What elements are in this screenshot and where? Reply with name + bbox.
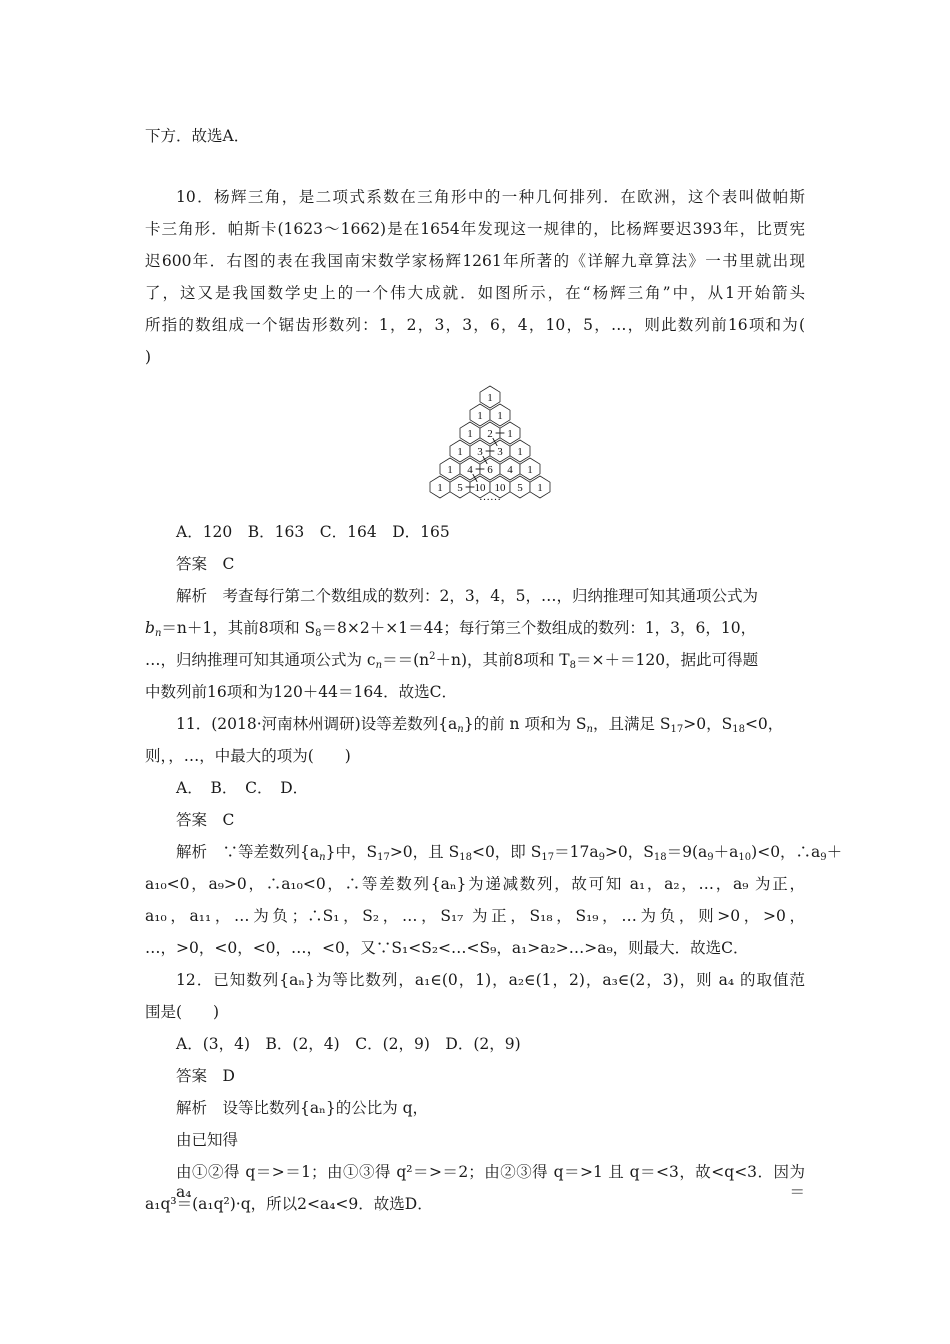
math-sub: 8: [569, 660, 577, 671]
hex-value: 4: [507, 464, 513, 476]
hex-value: 5: [517, 482, 523, 494]
math-sub: 9: [820, 852, 827, 863]
q10-options: A．120 B．163 C．164 D．165: [176, 523, 450, 541]
q10-stem-line-6: ): [145, 348, 152, 366]
hex-value: 1: [517, 446, 523, 458]
q10-stem-line-1: 10．杨辉三角，是二项式系数在三角形中的一种几何排列．在欧洲，这个表叫做帕斯: [176, 188, 805, 206]
q12-analysis-line-2: 由已知得: [176, 1131, 239, 1149]
analysis-text: )<0，∴a: [751, 843, 821, 861]
analysis-text: ＝n＋1，其前8项和 S: [161, 619, 316, 637]
hex-value: 1: [497, 410, 503, 422]
analysis-text: ＋n)，其前8项和 T: [435, 651, 570, 669]
q11-options: A． B． C． D．: [176, 779, 309, 797]
answer-label: 答案: [176, 811, 208, 829]
answer-value: C: [222, 555, 235, 573]
hex-value: 1: [467, 428, 473, 440]
q10-stem-line-5: 所指的数组成一个锯齿形数列：1，2，3，3，6，4，10，5，…，则此数列前16项和为(: [145, 316, 805, 334]
analysis-text: 设等比数列{aₙ}的公比为 q，: [222, 1099, 429, 1117]
math-sub: 18: [459, 852, 472, 863]
math-sub: 10: [738, 852, 752, 863]
analysis-text: ＝8×2＋×1＝44；每行第三个数组成的数列：1，3，6，10，: [321, 619, 757, 637]
stem-text: ，且满足 S: [592, 715, 671, 733]
hex-value: 10: [474, 482, 486, 494]
hex-value: 1: [447, 464, 453, 476]
hex-value: 1: [437, 482, 443, 494]
math-sub: n: [319, 852, 326, 863]
analysis-text: >0，S: [604, 843, 654, 861]
q11-answer: [176, 810, 234, 830]
math-sub: 17: [377, 852, 390, 863]
math-sub: 17: [670, 724, 684, 735]
q12-answer: [176, 1066, 235, 1086]
q11-analysis-line-2: a₁₀<0，a₉>0，∴a₁₀<0，∴等差数列{aₙ}为递减数列，故可知 a₁，a₂，…，a₉ 为正，: [145, 875, 805, 893]
analysis-text: ＝17a: [554, 843, 599, 861]
q10-analysis-line-2: [145, 618, 756, 638]
math-sup: 2: [429, 651, 436, 662]
stem-text: >0，S: [683, 715, 733, 733]
hex-value: 5: [457, 482, 463, 494]
math-sub: 8: [315, 628, 322, 639]
analysis-text: ＝9(a: [666, 843, 708, 861]
q12-analysis-line-1: [176, 1098, 428, 1118]
stem-text: }的前 n 项和为 S: [463, 715, 587, 733]
hex-value: 4: [467, 464, 473, 476]
q10-stem-line-2: 卡三角形．帕斯卡(1623～1662)是在1654年发现这一规律的，比杨辉要迟393年，比贾宪: [145, 220, 805, 238]
hex-value: 1: [487, 392, 493, 404]
hex-value: 3: [477, 446, 483, 458]
math-sub: 18: [653, 852, 667, 863]
analysis-text: <0，即 S: [471, 843, 542, 861]
q11-analysis-line-3: a₁₀，a₁₁，…为负；∴S₁，S₂，…，S₁₇ 为正，S₁₈，S₁₉，…为负，则>0，>0，: [145, 907, 805, 925]
analysis-text: 考查每行第二个数组成的数列：2，3，4，5，…，归纳推理可知其通项公式为: [222, 587, 758, 605]
math-sub: n: [154, 628, 162, 639]
analysis-text: ＋a: [713, 843, 739, 861]
q11-stem-line-1: [176, 714, 783, 734]
q10-analysis-line-1: [176, 586, 758, 606]
hex-value: 3: [497, 446, 503, 458]
answer-value: D: [222, 1067, 235, 1085]
stem-text: <0，: [744, 715, 784, 733]
q12-analysis-line-3: 由①②得 q＝>＝1；由①③得 q²＝>＝2；由②③得 q＝>1 且 q＝<3，故<q<3．因为 a₄＝: [176, 1163, 805, 1201]
analysis-text: }中，S: [325, 843, 378, 861]
hex-value: 1: [477, 410, 483, 422]
hex-value: 1: [507, 428, 513, 440]
q10-analysis-line-4: 中数列前16项和为120＋44＝164．故选C．: [145, 683, 457, 701]
q12-analysis-line-4: a₁q³＝(a₁q²)·q，所以2<a₄<9．故选D．: [145, 1195, 433, 1213]
hex-value: 1: [527, 464, 533, 476]
answer-label: 答案: [176, 555, 208, 573]
hex-value: 1: [537, 482, 543, 494]
math-sub: n: [375, 660, 383, 671]
yang-hui-triangle-figure: [420, 383, 560, 503]
q10-answer: [176, 554, 234, 574]
math-sub: 18: [732, 724, 745, 735]
math-sub: n: [457, 724, 464, 735]
analysis-label: 解析: [176, 587, 208, 605]
analysis-text: >0，且 S: [389, 843, 460, 861]
q11-stem-line-2: 则，，…，中最大的项为( ): [145, 747, 351, 765]
answer-label: 答案: [176, 1067, 208, 1085]
analysis-text: ＝＝(n: [382, 651, 430, 669]
q12-options: A．(3，4) B．(2，4) C．(2，9) D．(2，9): [176, 1035, 521, 1053]
hex-value: 6: [487, 464, 493, 476]
analysis-text: ＝×＋＝120，据此可得题: [576, 651, 759, 669]
analysis-label: 解析: [176, 1099, 208, 1117]
stem-text: 11．(2018·河南林州调研)设等差数列{a: [176, 715, 458, 733]
q12-stem-line-1: 12．已知数列{aₙ}为等比数列，a₁∈(0，1)，a₂∈(1，2)，a₃∈(2，3)，则 a₄ 的取值范: [176, 971, 805, 989]
math-sub: 17: [541, 852, 555, 863]
q11-analysis-line-4: …，>0，<0，<0，…，<0，又∵S₁<S₂<…<S₉，a₁>a₂>…>a₉，则最大．故选C．: [145, 939, 749, 957]
q10-stem-line-3: 迟600年．右图的表在我国南宋数学家杨辉1261年所著的《详解九章算法》一书里就出现: [145, 252, 805, 270]
q11-analysis-line-1: [176, 842, 842, 862]
analysis-text: …，归纳推理可知其通项公式为 c: [145, 651, 376, 669]
figure-ellipsis: ……: [479, 491, 501, 503]
hex-value: 1: [457, 446, 463, 458]
math-sub: 9: [598, 852, 605, 863]
math-b: b: [145, 619, 155, 637]
analysis-text: ∵等差数列{a: [222, 843, 320, 861]
answer-value: C: [222, 811, 235, 829]
q10-stem-line-4: 了，这又是我国数学史上的一个伟大成就．如图所示，在“杨辉三角”中，从1开始箭头: [145, 284, 805, 302]
q12-stem-line-2: 围是( ): [145, 1003, 220, 1021]
q10-analysis-line-3: [145, 650, 758, 670]
hex-value: 10: [494, 482, 506, 494]
analysis-label: 解析: [176, 843, 208, 861]
previous-answer-tail: 下方．故选A．: [145, 127, 250, 145]
hex-value: 2: [487, 428, 493, 440]
math-sub: n: [586, 724, 593, 735]
analysis-text: ＋: [826, 843, 843, 861]
math-sub: 9: [707, 852, 714, 863]
